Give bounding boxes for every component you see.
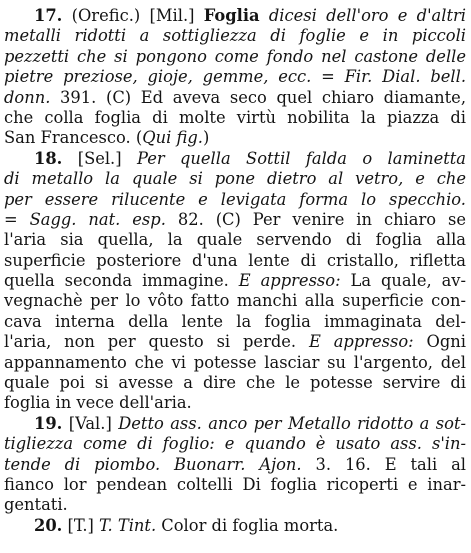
text-run: donn. <box>4 87 51 107</box>
text-run: Foglia <box>203 6 260 25</box>
text-run: Color di foglia morta. <box>156 515 339 535</box>
entry-line <box>4 210 466 230</box>
text-run: ) <box>202 128 210 148</box>
text-run: tende di piombo. Buonarr. Ajon. <box>4 454 302 474</box>
text-run: Ogni <box>413 332 466 352</box>
entry-line <box>4 6 466 26</box>
entry-line <box>4 332 466 352</box>
entry-line <box>4 495 466 515</box>
text-run: Detto ass. anco per Metallo ridotto a sot- <box>118 413 467 433</box>
dictionary-page <box>4 6 466 536</box>
text-run: di metallo la quale si pone dietro al vetro, e che <box>4 169 466 189</box>
entry-line <box>4 26 466 46</box>
text-run: (Orefic.) [Mil.] <box>62 6 204 25</box>
text-run: Qui fig. <box>142 128 203 148</box>
text-run: foglia in vece dell'aria. <box>4 393 192 413</box>
text-run: [T.] <box>62 515 100 535</box>
text-run: La quale, av- <box>340 271 466 291</box>
text-run: T. Tint. <box>99 515 157 535</box>
entry-line <box>4 516 466 536</box>
text-run: [Val.] <box>62 413 119 433</box>
text-run: gentati. <box>4 495 68 515</box>
entry-line <box>4 414 466 434</box>
text-run: dicesi dell'oro e d'altri <box>259 6 466 25</box>
text-run: metalli ridotti a sottigliezza di foglie e in piccoli <box>4 26 466 46</box>
entry-line <box>4 190 466 210</box>
text-run: Per quella Sottil falda o laminetta <box>136 148 467 168</box>
text-run: cava interna della lente la foglia immaginata del- <box>4 311 466 331</box>
entry-line <box>4 108 466 128</box>
dictionary-entry-17 <box>4 6 466 149</box>
entry-line <box>4 475 466 495</box>
entry-line <box>4 373 466 393</box>
text-run: pietre preziose, gioje, gemme, ecc. = Fir. Dial. bell. <box>4 67 466 87</box>
text-run: pezzetti che si pongono come fondo nel castone delle <box>4 46 466 66</box>
entry-line <box>4 271 466 291</box>
text-run: l'aria sia quella, la quale servendo di foglia alla <box>4 230 466 250</box>
entry-number: 19. <box>34 413 63 433</box>
entry-line <box>4 47 466 67</box>
entry-line <box>4 455 466 475</box>
dictionary-entry-18 <box>4 149 466 414</box>
entry-line <box>4 67 466 87</box>
text-run: superficie posteriore d'una lente di cristallo, rifletta <box>4 250 466 270</box>
entry-line <box>4 149 466 169</box>
text-run: che colla foglia di molte virtù nobilita la piazza di <box>4 107 466 127</box>
entry-number: 18. <box>34 148 63 168</box>
dictionary-entry-20 <box>4 516 466 536</box>
text-run: appannamento che vi potesse lasciar su l'argento, del <box>4 352 466 372</box>
text-run: quella seconda immagine. <box>4 271 239 291</box>
text-run: 3. 16. E tali al <box>301 454 466 474</box>
entry-line <box>4 88 466 108</box>
text-run: vegnachè per lo vôto fatto manchi alla superficie con- <box>4 291 466 311</box>
text-run: E appresso: <box>308 332 414 352</box>
text-run: = Sagg. nat. esp. <box>4 209 166 229</box>
entry-line <box>4 312 466 332</box>
text-run: 82. (C) Per venire in chiaro se <box>165 209 467 229</box>
text-run: l'aria, non per questo si perde. <box>4 332 309 352</box>
text-run: quale poi si avesse a dire che le potesse servire di <box>4 373 466 393</box>
entry-number: 17. <box>34 6 63 25</box>
text-run: San Francesco. ( <box>4 128 143 148</box>
entry-line <box>4 128 466 148</box>
entry-line <box>4 434 466 454</box>
dictionary-entry-19 <box>4 414 466 516</box>
text-run: 391. (C) Ed aveva seco quel chiaro diamante, <box>50 87 466 107</box>
text-run: [Sel.] <box>62 148 137 168</box>
text-run: per essere rilucente e levigata forma lo specchio. <box>4 189 466 209</box>
entry-line <box>4 353 466 373</box>
entry-line <box>4 230 466 250</box>
text-run: tigliezza come di foglio: e quando è usato ass. s'in- <box>4 434 466 454</box>
entry-number: 20. <box>34 515 63 535</box>
entry-line <box>4 393 466 413</box>
entry-line <box>4 291 466 311</box>
entry-line <box>4 251 466 271</box>
text-run: E appresso: <box>238 271 341 291</box>
text-run: fianco lor pendean coltelli Di foglia ricoperti e inar- <box>4 474 466 494</box>
entry-line <box>4 169 466 189</box>
